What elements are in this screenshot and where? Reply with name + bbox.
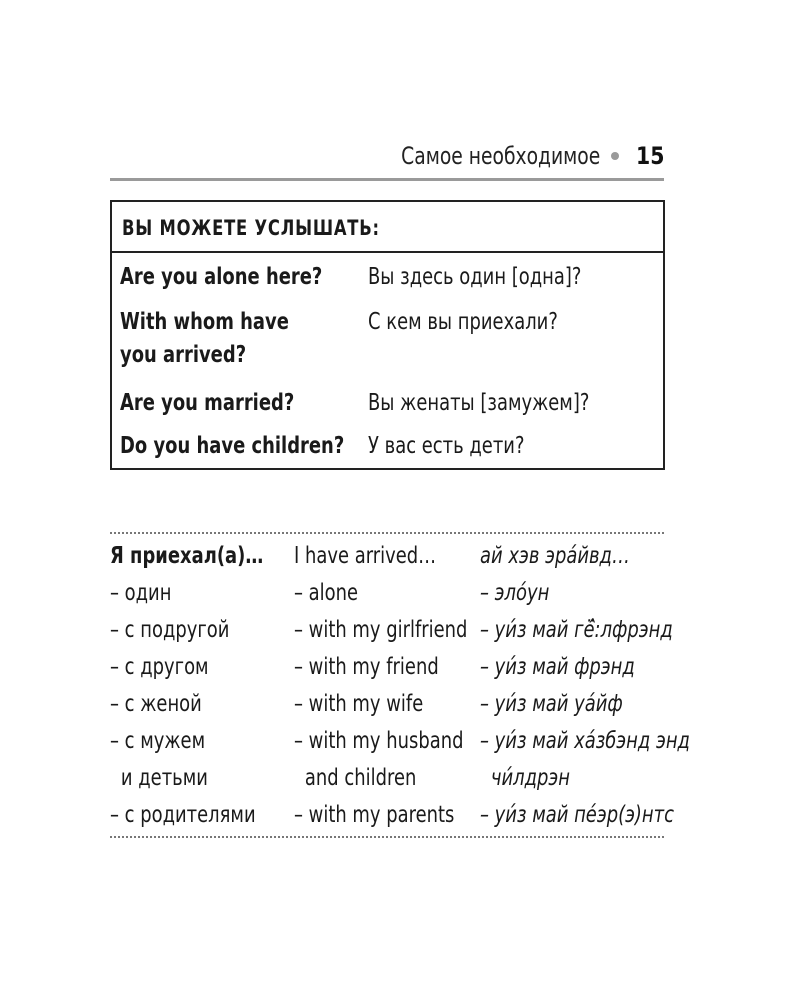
- russian-item: – с мужем: [110, 728, 206, 754]
- english-phrase: Are you married?: [120, 390, 295, 416]
- russian-item: – с женой: [110, 691, 202, 717]
- transcription-item: – уи́з май ха́збэнд энд: [480, 728, 690, 754]
- english-phrase-continued: you arrived?: [120, 342, 247, 368]
- transcription-column: [480, 538, 749, 834]
- russian-heading: Я приехал(а)…: [110, 543, 264, 569]
- russian-item: – с подругой: [110, 617, 230, 643]
- you-may-hear-box: [110, 200, 665, 470]
- english-item: – with my parents: [294, 802, 455, 828]
- bottom-dotted-divider: [110, 836, 664, 838]
- russian-phrase: Вы здесь один [одна]?: [368, 264, 582, 290]
- transcription-item: – уи́з май гё̂:лфрэнд: [480, 617, 673, 643]
- page-number: 15: [635, 142, 664, 170]
- top-dotted-divider: [110, 532, 664, 534]
- english-phrase: Do you have children?: [120, 433, 345, 459]
- box-header: [112, 202, 663, 253]
- english-item: – with my girlfriend: [294, 617, 468, 643]
- russian-item-continued: и детьми: [120, 765, 208, 791]
- chapter-title: Самое необходимое: [401, 142, 601, 170]
- english-phrase: With whom have: [120, 309, 289, 335]
- english-item: – with my wife: [294, 691, 424, 717]
- transcription-item-continued: чи́лдрэн: [490, 765, 571, 791]
- english-item-continued: and children: [304, 765, 417, 791]
- english-item: – alone: [294, 580, 359, 606]
- header-right: [345, 141, 664, 171]
- transcription-heading: ай хэв эра́йвд…: [480, 543, 630, 569]
- russian-item: – с другом: [110, 654, 209, 680]
- russian-item: – с родителями: [110, 802, 256, 828]
- russian-phrase: Вы женаты [замужем]?: [368, 390, 590, 416]
- russian-phrase: С кем вы приехали?: [368, 309, 558, 335]
- russian-column: [110, 538, 307, 834]
- transcription-item: – уи́з май пе́эр(э)нтс: [480, 802, 674, 828]
- russian-item: – один: [110, 580, 172, 606]
- transcription-item: – уи́з май фрэнд: [480, 654, 635, 680]
- bullet-dot-icon: [611, 152, 619, 160]
- page-header: [110, 138, 664, 181]
- english-item: – with my husband: [294, 728, 464, 754]
- english-phrase: Are you alone here?: [120, 264, 323, 290]
- transcription-item: – эло́ун: [480, 580, 550, 606]
- russian-phrase: У вас есть дети?: [368, 433, 525, 459]
- english-heading: I have arrived…: [294, 543, 437, 569]
- english-item: – with my friend: [294, 654, 439, 680]
- box-heading: ВЫ МОЖЕТЕ УСЛЫШАТЬ:: [122, 216, 380, 240]
- transcription-item: – уи́з май уа́йф: [480, 691, 623, 717]
